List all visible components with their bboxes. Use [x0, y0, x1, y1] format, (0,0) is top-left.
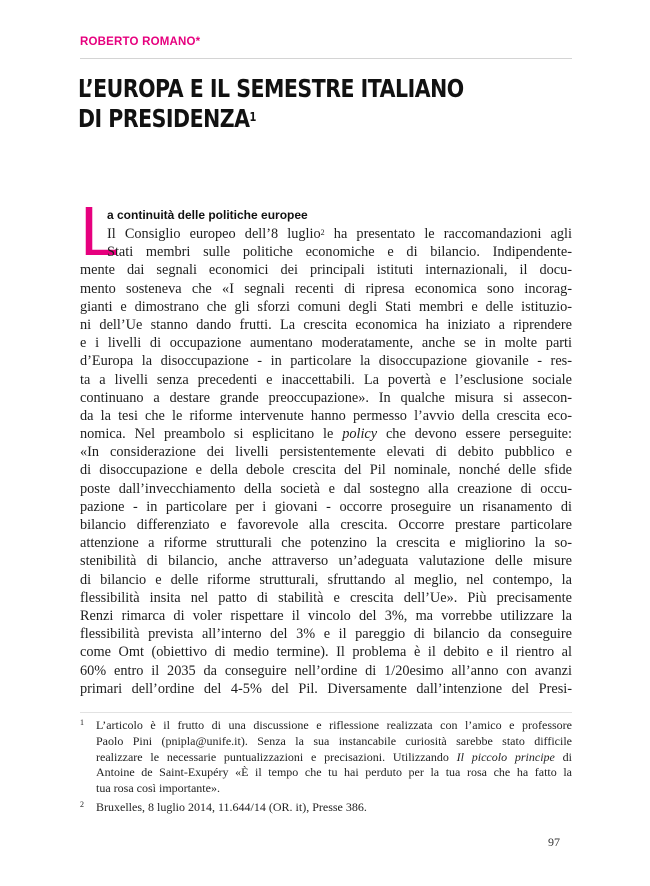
footnote-ref-2[interactable]: 2 — [320, 228, 325, 237]
footnote-email-line: Paolo Pini (pnipla@unife.it). Senza la sua instancabile curiosità sarebbe stato difficile — [96, 733, 572, 748]
footnote-line — [96, 750, 572, 766]
body-line: flessibilità insita nel patto di stabilità e crescita dell’Ue». Più precisamente — [80, 589, 572, 606]
body-line: mento sosteneva che «I segnali recenti di ripresa economica sono incorag- — [80, 280, 572, 297]
body-line: attenzione a riforme strutturali che potenzino la crescita e migliorino la so- — [80, 535, 572, 552]
body-line: pazione - in particolare per i giovani - occorre proseguire un risanamento di — [80, 498, 572, 515]
footnote-1-text — [80, 718, 572, 797]
body-line: «In considerazione dei livelli persistentemente elevati di debito pubblico e — [80, 444, 572, 461]
footnote-1 — [80, 718, 572, 797]
footnote-2-number: 2 — [80, 800, 84, 809]
body-line: flessibilità prevista all’interno del 3% e il pareggio di bilancio da conseguire — [80, 626, 572, 643]
body-line: come Omt (obiettivo di medio termine). Il problema è il debito e il rientro al — [80, 644, 572, 661]
body-line: di bilancio e delle riforme strutturali, sfruttando al meglio, nel contempo, la — [80, 571, 572, 588]
body-line: ta a livelli senza precedenti e inaccettabili. La povertà e l’esclusione sociale — [80, 371, 572, 388]
body-line: e i livelli di occupazione aumentano moderatamente, anche se in molte parti — [80, 335, 572, 352]
body-line: d’Europa la disoccupazione - in particolare la disoccupazione giovanile - res- — [80, 353, 572, 370]
body-line: Renzi rimarca di voler rispettare il vincolo del 3%, ma vorrebbe utilizzare la — [80, 607, 572, 624]
title-line-2 — [78, 104, 488, 134]
footnote-divider — [80, 712, 572, 713]
footnote-line — [96, 734, 572, 750]
body-line: mente dai segnali economici dei principali istituti internazionali, il docu- — [80, 262, 572, 279]
body-line-1b: ha presentato le raccomandazioni agli — [324, 226, 572, 242]
title-line-2-text: DI PRESIDENZA — [78, 104, 250, 133]
body-line-12-emphasis: policy — [342, 426, 378, 443]
footnote-2 — [80, 800, 572, 816]
body-line: Stati membri sulle politiche economiche e di bilancio. Indipendente- — [107, 244, 572, 261]
drop-cap: L — [80, 192, 119, 270]
body-line: 60% entro il 2035 da conseguire nell’ordine di 1/20esimo all’anno con avanzi — [80, 662, 572, 679]
title-line-1: L’EUROPA E IL SEMESTRE ITALIANO — [78, 74, 464, 103]
body-line: stenibilità di bilancio, anche attraverso un’adeguata valutazione delle misure — [80, 553, 572, 570]
body-line: gianti e dimostrano che gli sforzi comuni degli Stati membri e delle istituzio- — [80, 298, 572, 315]
author-name: ROBERTO ROMANO* — [80, 36, 201, 48]
footnote-line: tua rosa così importante». — [96, 781, 220, 796]
body-line: di disoccupazione e della debole crescita del Pil nominale, nonché delle sfide — [80, 462, 572, 479]
footnote-book-title: Il piccolo principe — [456, 749, 555, 764]
header-divider — [80, 58, 572, 59]
title-footnote-ref[interactable]: 1 — [249, 110, 256, 124]
footnote-line: L’articolo è il frutto di una discussione e riflessione realizzata con l’amico e professore — [96, 718, 572, 732]
article-title — [78, 74, 488, 134]
footnote-line: Bruxelles, 8 luglio 2014, 11.644/14 (OR. it), Presse 386. — [96, 800, 367, 814]
article-body — [80, 225, 572, 698]
body-line: ni dell’Ue stanno dando frutti. La crescita economica ha iniziato a riprendere — [80, 316, 572, 333]
page-number: 97 — [548, 835, 560, 849]
body-line: bilancio differenziato e favorevole alla crescita. Occorre prestare particolare — [80, 517, 572, 533]
body-line-1a: Il Consiglio europeo dell’8 luglio — [107, 226, 321, 242]
footnote-line-3a: realizzare le necessarie puntualizzazioni e precisazioni. Utilizzando — [96, 749, 457, 764]
footnote-1-number: 1 — [80, 718, 84, 727]
body-line — [80, 225, 572, 243]
footnote-line-3b: di — [554, 749, 572, 764]
body-line: continuano a destare grande preoccupazione». In qualche misura si assecon- — [80, 389, 572, 406]
body-line-12a: nomica. Nel preambolo si esplicitano le — [80, 426, 343, 443]
body-line — [80, 425, 572, 443]
footnote-line: Antoine de Saint-Exupéry «È il tempo che tu hai perduto per la tua rosa che ha fatto la — [96, 765, 572, 780]
section-heading: a continuità delle politiche europee — [107, 208, 308, 222]
body-line: poste dall’invecchiamento della società e dal sostegno alla creazione di occu- — [80, 480, 572, 497]
body-line: da la tesi che le riforme intervenute hanno permesso l’avvio della crescita eco- — [80, 407, 572, 424]
body-line-12b: che devono essere perseguite: — [377, 426, 573, 443]
footnote-2-text — [80, 800, 572, 816]
body-line: primari dell’ordine del 4-5% del Pil. Diversamente dall’intenzione del Presi- — [80, 680, 572, 697]
